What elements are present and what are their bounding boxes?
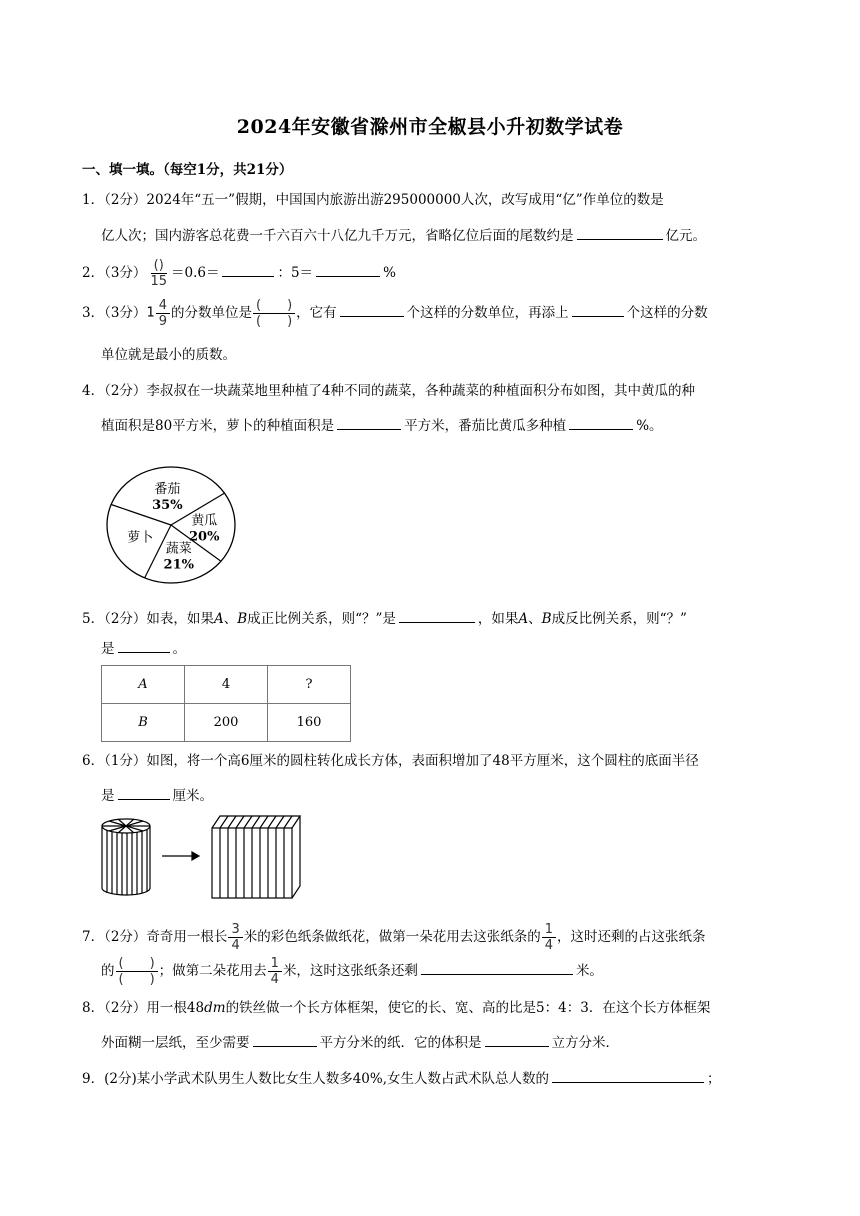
q2-fraction: $\frac{()}{15}$	[150, 258, 167, 289]
pie-slice-value: 20%	[189, 529, 220, 545]
q3-fraction: $\frac{4}{9}$	[156, 298, 170, 329]
arrow-icon	[162, 852, 199, 860]
pie-slice-value: 35%	[152, 498, 183, 514]
pie-slice-label: 番茄	[154, 482, 181, 498]
pie-slice-label: 蔬菜	[165, 541, 192, 557]
q7-fraction-2: $\frac{1}{4}$	[542, 922, 556, 953]
table-row	[102, 666, 351, 704]
q6-blank[interactable]	[118, 785, 170, 800]
q7-paren-fraction[interactable]: $\frac{( )}{( )}$	[116, 956, 158, 987]
cuboid-shape	[212, 816, 300, 898]
q2-blank-2[interactable]	[316, 262, 380, 277]
q8-line2: 外面糊一层纸，至少需要 平方分米的纸．它的体积是 立方分米．	[101, 1032, 619, 1053]
q9-blank[interactable]	[552, 1068, 704, 1083]
q8-line1: 8．（2分）用一根48dm的铁丝做一个长方体框架，使它的长、宽、高的比是5：4：3．在这个长方体框架	[82, 1000, 711, 1016]
q7-line1: 7．（2分）奇奇用一根长 $\frac{3}{4}$ 米的彩色纸条做纸花，做第一朵花用去这张纸条的 $\frac{1}{4}$ ，这时还剩的占这张纸条	[82, 922, 706, 953]
q3-blank-2[interactable]	[572, 302, 624, 317]
q1-line2: 亿人次；国内游客总花费一千六百六十八亿九千万元，省略亿位后面的尾数约是 亿元。	[101, 225, 706, 246]
q5-line2: 是 。	[101, 638, 186, 659]
q4-line2: 植面积是80平方米，萝卜的种植面积是 平方米，番茄比黄瓜多种植 %。	[101, 415, 663, 436]
pie-chart	[101, 463, 241, 587]
cylinder-shape	[102, 819, 150, 895]
page-title: 2024年安徽省滁州市全椒县小升初数学试卷	[236, 116, 624, 138]
q6-line1: 6．（1分）如图，将一个高6厘米的圆柱转化成长方体，表面积增加了48平方厘米，这个圆柱的底面半径	[82, 753, 699, 769]
ab-table	[101, 665, 351, 742]
q4-blank-1[interactable]	[337, 415, 401, 430]
q5-blank-2[interactable]	[118, 638, 170, 653]
q9-line1: 9．(2分)某小学武术队男生人数比女生人数多40%,女生人数占武术队总人数的 ；	[82, 1068, 721, 1089]
q3-blank-1[interactable]	[340, 302, 404, 317]
q8-blank-1[interactable]	[253, 1032, 317, 1047]
table-cell: A	[102, 666, 185, 704]
table-row	[102, 704, 351, 742]
q1-line1: 1．（2分）2024年“五一”假期，中国国内旅游出游295000000人次，改写成用“亿”作单位的数是	[82, 192, 664, 208]
q4-blank-2[interactable]	[569, 415, 633, 430]
pie-slice-label: 萝卜	[127, 530, 154, 546]
table-cell: 160	[268, 704, 351, 742]
q7-fraction-1: $\frac{3}{4}$	[228, 922, 242, 953]
q2-blank-1[interactable]	[222, 262, 274, 277]
cylinder-to-cuboid-figure	[96, 808, 311, 900]
q3-paren-fraction[interactable]: $\frac{( )}{( )}$	[253, 298, 295, 329]
table-cell: 4	[185, 666, 268, 704]
q6-line2: 是 厘米。	[101, 785, 213, 806]
q7-line2: 的 $\frac{( )}{( )}$ ；做第二朵花用去 $\frac{1}{4}$ 米，这时这张纸条还剩 米。	[101, 956, 603, 987]
q7-blank[interactable]	[421, 960, 573, 975]
q8-blank-2[interactable]	[485, 1032, 549, 1047]
table-cell: 200	[185, 704, 268, 742]
q2-line: 2．（3分） $\frac{()}{15}$ ＝0.6＝ ：5＝ %	[82, 258, 396, 289]
pie-slice-label: 黄瓜	[191, 513, 218, 529]
table-cell: ?	[268, 666, 351, 704]
q4-line1: 4．（2分）李叔叔在一块蔬菜地里种植了4种不同的蔬菜，各种蔬菜的种植面积分布如图，其中黄瓜的种	[82, 383, 696, 399]
q1-blank[interactable]	[577, 225, 663, 240]
section-heading: 一、填一填。（每空1分，共21分）	[82, 162, 293, 178]
table-cell: B	[102, 704, 185, 742]
q3-line1: 3．（3分）1 $\frac{4}{9}$ 的分数单位是 $\frac{( )}{( )}$ ，它有 个这样的分数单位，再添上 个这样的分数	[82, 298, 708, 329]
q7-fraction-3: $\frac{1}{4}$	[268, 956, 282, 987]
q5-line1: 5．（2分）如表，如果A、B成正比例关系，则“？”是 ，如果A、B成反比例关系，则“？”	[82, 608, 687, 629]
q3-line2: 单位就是最小的质数。	[101, 347, 236, 363]
q5-blank-1[interactable]	[399, 608, 475, 623]
pie-slice-value: 21%	[163, 557, 194, 573]
